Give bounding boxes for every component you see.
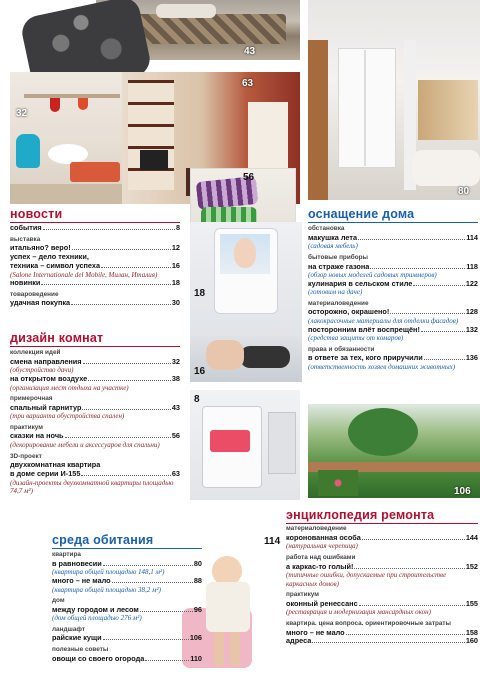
- toc-entry-note: (реставрация и модернизация мансардных окон): [286, 608, 431, 617]
- toc-entry[interactable]: [308, 354, 478, 363]
- dot-leader: [112, 582, 193, 583]
- toc-category: практикум: [10, 423, 43, 431]
- toc-entry-title: успех – дело техники,: [10, 252, 89, 262]
- toc-entry[interactable]: [10, 224, 180, 233]
- toc-category: дом: [52, 596, 65, 604]
- toc-entry-note: (типичные ошибки, допускаемые при строительстве каркасных домов): [286, 571, 447, 588]
- toc-entry-title: много – не мало: [52, 575, 111, 585]
- toc-entry-title: в равновесии: [52, 558, 102, 568]
- toc-category: материаловедение: [308, 299, 369, 307]
- toc-page-number: 12: [171, 243, 180, 253]
- dot-leader: [421, 331, 465, 332]
- kitchen-shelf-photo: [10, 72, 122, 204]
- toc-entry-title: много – не мало: [286, 627, 345, 637]
- toc-entry[interactable]: [10, 358, 180, 367]
- toc-entry[interactable]: [286, 629, 478, 638]
- toc-page-number: 110: [190, 653, 202, 663]
- toc-page-number: 136: [465, 353, 478, 363]
- page-number-8: 8: [194, 394, 200, 405]
- toc-entry-note: (средства защиты от комаров): [308, 334, 404, 343]
- toc-entry[interactable]: [286, 600, 478, 609]
- toc-entry[interactable]: [286, 563, 478, 572]
- toc-entry[interactable]: [10, 375, 180, 384]
- page-number-18: 18: [194, 288, 206, 299]
- toc-page-number: 32: [171, 356, 180, 366]
- dot-leader: [370, 268, 465, 269]
- toc-entry-note: (ответственность хозяев домашних животных): [308, 363, 456, 372]
- toc-entry-note: (обустройство дачи): [10, 366, 74, 375]
- toc-page-number: 132: [465, 324, 478, 334]
- toc-entry[interactable]: [52, 634, 202, 643]
- encyclopedia-list: [286, 522, 478, 646]
- toc-entry-note: (дизайн-проекты двухкомнатной квартиры площадью 74,7 м²): [10, 478, 174, 496]
- toc-entry[interactable]: [308, 263, 478, 272]
- toc-category: обстановка: [308, 225, 345, 232]
- page-number-16: 16: [194, 366, 206, 377]
- toc-entry-title: события: [10, 223, 42, 232]
- dot-leader: [72, 249, 171, 250]
- toc-entry-title: сказки на ночь: [10, 431, 64, 441]
- toc-entry-note: (готовим на даче): [308, 288, 363, 297]
- toc-category: ландшафт: [52, 625, 86, 633]
- toc-page-number: 16: [171, 260, 180, 270]
- toc-entry-title: овощи со своего огорода: [52, 653, 145, 663]
- toc-entry[interactable]: [308, 326, 478, 335]
- toc-entry-note: (квартира общей площадью 148,1 м²): [52, 568, 165, 577]
- toc-category: коллекция идей: [10, 349, 61, 356]
- toc-entry[interactable]: [10, 470, 180, 479]
- toc-entry-title: между городом и лесом: [52, 604, 139, 614]
- toc-page-number: 80: [193, 558, 202, 568]
- toc-entry[interactable]: [10, 404, 180, 413]
- page-number-114: 114: [264, 536, 281, 547]
- toc-entry-note: (организация мест отдыха на участке): [10, 383, 129, 392]
- dot-leader: [346, 634, 465, 635]
- toc-entry-title: на открытом воздухе: [10, 373, 88, 383]
- dot-leader: [359, 605, 465, 606]
- toc-page-number: 152: [465, 561, 478, 571]
- toc-entry[interactable]: [308, 308, 478, 317]
- toc-entry-title: посторонним влёт воспрещён!: [308, 324, 420, 334]
- toc-page-number: 155: [465, 598, 478, 608]
- toc-category: 3D-проект: [10, 452, 42, 460]
- toc-page-number: 122: [465, 278, 478, 288]
- toc-category: полезные советы: [52, 646, 109, 654]
- page-number-106: 106: [454, 486, 471, 497]
- dot-leader: [140, 611, 193, 612]
- toc-entry-title: смена направления: [10, 356, 82, 366]
- toc-page-number: 88: [193, 575, 202, 585]
- dot-leader: [82, 409, 170, 410]
- toc-entry-title: райские кущи: [52, 633, 102, 643]
- dot-leader: [358, 239, 465, 240]
- toc-entry-title: на страже газона: [308, 261, 370, 271]
- toc-page-number: 63: [171, 468, 180, 478]
- toc-entry[interactable]: [52, 655, 202, 664]
- toc-entry[interactable]: [10, 262, 180, 271]
- section-environment: среда обитания: [52, 533, 154, 547]
- dot-leader: [354, 568, 464, 569]
- page-number-56: 56: [243, 172, 255, 183]
- section-rooms: дизайн комнат: [10, 331, 104, 345]
- toc-page-number: 38: [171, 373, 180, 383]
- toc-page-number: 118: [466, 261, 478, 271]
- toc-page-number: 56: [171, 431, 180, 441]
- toc-entry-note: (натуральная черепица): [286, 542, 358, 551]
- toc-entry[interactable]: [52, 577, 202, 586]
- toc-entry-title: оконный ренессанс: [286, 598, 358, 608]
- toc-category: права и обязанности: [308, 345, 375, 353]
- page-number-63: 63: [242, 78, 254, 89]
- toc-entry-note: (квартира общей площадью 38,2 м²): [52, 585, 161, 594]
- toc-page-number: 18: [171, 277, 180, 287]
- section-encyclopedia: энциклопедия ремонта: [286, 508, 435, 522]
- dot-leader: [362, 539, 465, 540]
- toc-page-number: 43: [171, 402, 180, 412]
- toc-page-number: 160: [465, 636, 478, 646]
- toc-page-number: 96: [193, 604, 202, 614]
- modern-interior-photo: [308, 0, 480, 200]
- toc-category: примерочная: [10, 394, 53, 402]
- toc-entry-title: в ответе за тех, кого приручили: [308, 353, 423, 363]
- toc-entry-note: (обзор новых моделей садовых триммеров): [308, 271, 437, 280]
- toc-entry-title: адреса: [286, 636, 312, 646]
- toc-entry-title: осторожно, окрашено!: [308, 307, 390, 317]
- toc-category: квартира. цена вопроса. ориентировочные затраты: [286, 619, 452, 627]
- section-equipment: оснащение дома: [308, 207, 415, 221]
- toc-entry[interactable]: [10, 299, 180, 308]
- dot-leader: [312, 642, 464, 643]
- toc-entry-title: в доме серии И-155: [10, 468, 81, 478]
- toc-entry-title: удачная покупка: [10, 298, 71, 308]
- toc-entry-title: кулинария в сельском стиле: [308, 278, 413, 288]
- toc-entry-note: (дом общей площадью 276 м²): [52, 614, 142, 623]
- environment-list: [52, 548, 202, 664]
- toc-category: квартира: [52, 551, 81, 558]
- dot-leader: [41, 284, 170, 285]
- toc-entry-title: макушка лета: [308, 232, 358, 242]
- toc-entry-title: спальный гарнитур: [10, 402, 82, 412]
- dot-leader: [424, 359, 465, 360]
- toc-category: материаловедение: [286, 525, 347, 532]
- toc-entry-note: (декорирование мебели и аксессуаров для спальни): [10, 441, 160, 450]
- page-number-43: 43: [244, 46, 256, 57]
- news-list: [10, 224, 180, 308]
- toc-page-number: 144: [465, 532, 478, 542]
- toc-category: выставка: [10, 235, 41, 243]
- dot-leader: [88, 380, 171, 381]
- toc-page-number: 8: [175, 223, 180, 232]
- toc-entry-title: коронованная особа: [286, 532, 361, 542]
- dot-leader: [83, 363, 171, 364]
- dot-leader: [390, 313, 464, 314]
- toc-category: работа над ошибками: [286, 553, 356, 561]
- toc-page-number: 30: [171, 298, 180, 308]
- toc-entry[interactable]: [52, 606, 202, 615]
- intercom-photo: [190, 222, 302, 336]
- dot-leader: [413, 285, 465, 286]
- dot-leader: [103, 639, 189, 640]
- toc-entry-title: двухкомнатная квартира: [10, 460, 101, 470]
- toc-entry[interactable]: [10, 432, 180, 441]
- toc-category: бытовые приборы: [308, 253, 368, 261]
- section-news: новости: [10, 207, 63, 221]
- toc-page-number: 128: [465, 307, 478, 317]
- toc-entry[interactable]: [286, 534, 478, 543]
- dot-leader: [43, 229, 175, 230]
- toc-entry-title: техника – символ успеха: [10, 260, 100, 270]
- toc-page-number: 158: [465, 627, 478, 637]
- toc-category: товароведение: [10, 290, 59, 298]
- toc-entry[interactable]: [286, 637, 478, 646]
- toc-entry[interactable]: [10, 279, 180, 288]
- toc-page-number: 106: [189, 633, 202, 643]
- toc-entry[interactable]: [52, 560, 202, 569]
- toc-category: практикум: [286, 591, 319, 599]
- toc-entry-note: (лакокрасочные материалы для отделки фасадов): [308, 317, 459, 326]
- dot-leader: [71, 304, 171, 305]
- page-number-32: 32: [16, 108, 28, 119]
- dot-leader: [103, 565, 193, 566]
- toc-entry[interactable]: [308, 280, 478, 289]
- toc-page-number: 114: [466, 232, 478, 242]
- toc-entry-title: новинки: [10, 277, 41, 287]
- dot-leader: [81, 475, 170, 476]
- toc-entry-note: (Salone Internationale del Mobile, Милан, Италия): [10, 270, 158, 279]
- rooms-list: [10, 346, 180, 495]
- dot-leader: [145, 660, 189, 661]
- appliance-photo: [190, 390, 300, 500]
- hand-device-photo: [190, 336, 302, 382]
- toc-entry[interactable]: [308, 234, 478, 243]
- toc-entry-title: итальяно? веро!: [10, 243, 71, 253]
- garden-photo: [308, 404, 480, 498]
- toc-entry-title: а каркас-то голый!: [286, 561, 354, 571]
- toc-entry-note: (три варианта обустройства спален): [10, 412, 125, 421]
- dot-leader: [65, 437, 171, 438]
- toc-entry-note: (садовая мебель): [308, 242, 358, 251]
- dot-leader: [101, 267, 171, 268]
- page-number-80: 80: [458, 186, 470, 197]
- equipment-list: [308, 222, 478, 371]
